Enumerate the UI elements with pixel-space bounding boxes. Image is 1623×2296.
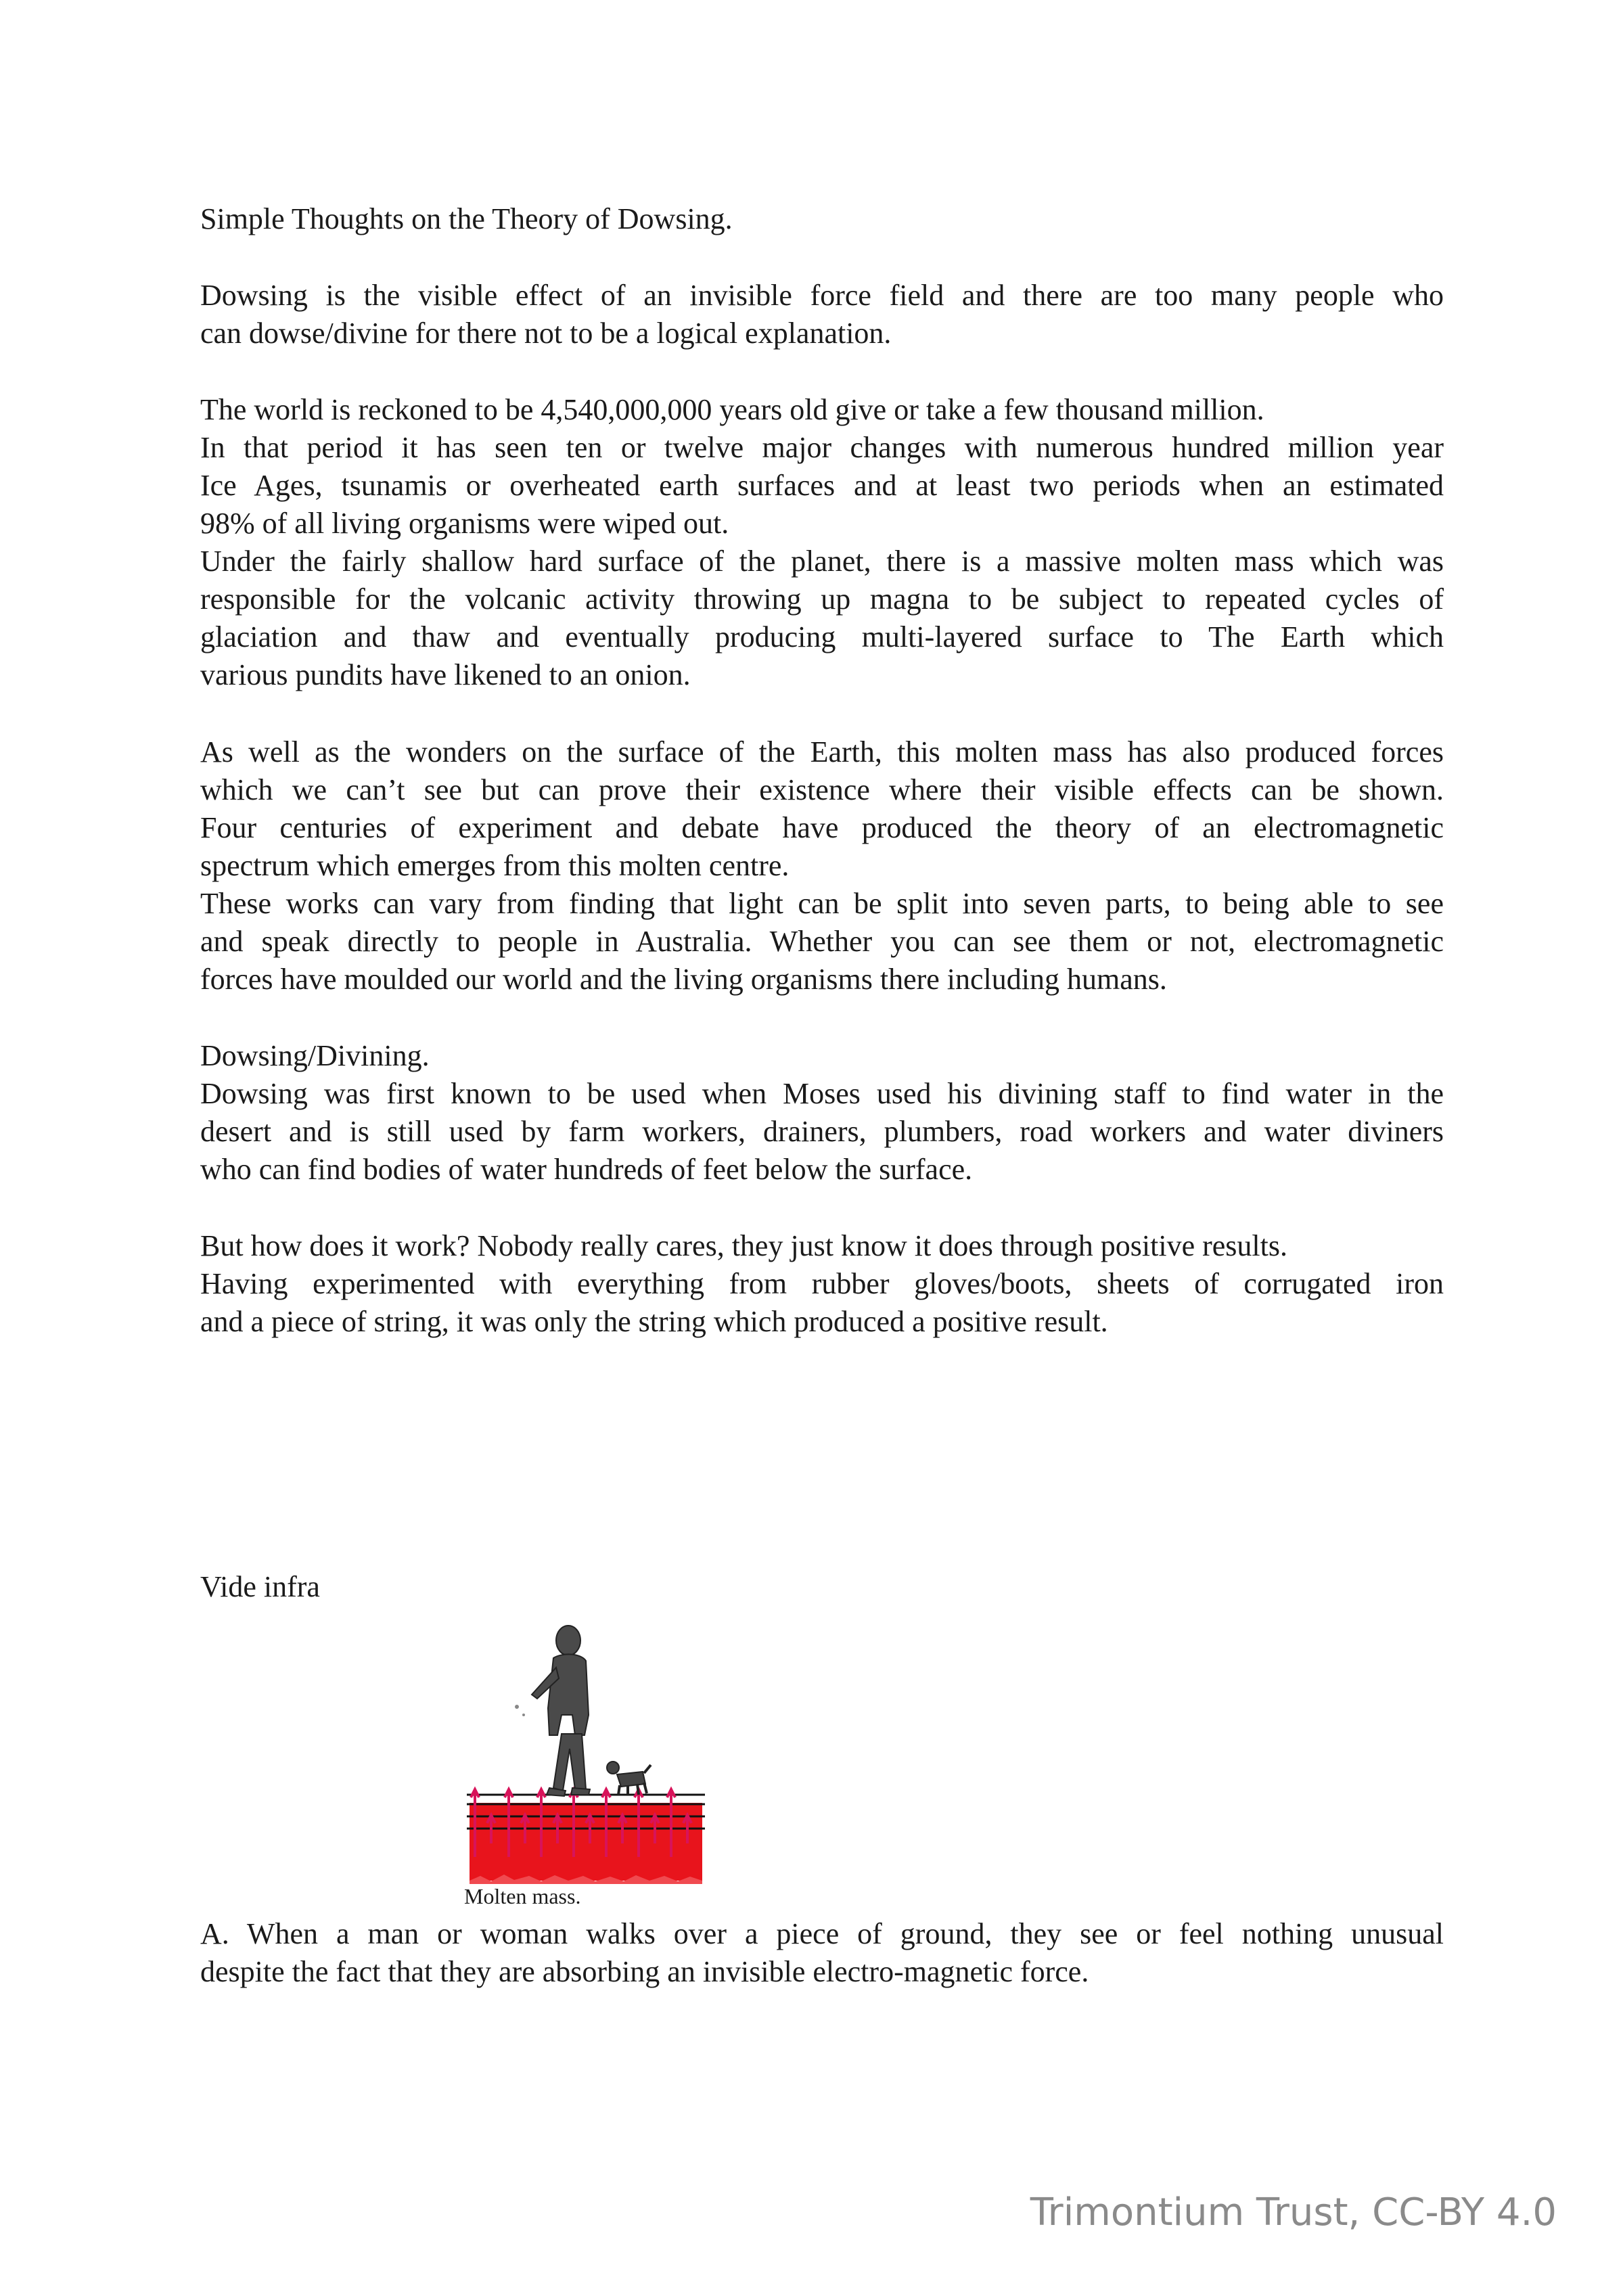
text-line: The world is reckoned to be 4,540,000,000 years old give or take a few thousand million.: [200, 393, 1264, 426]
text-line: Under the fairly shallow hard surface of the planet, there is a massive molten mass which was: [200, 545, 1444, 578]
text-line: responsible for the volcanic activity throwing up magna to be subject to repeated cycles of: [200, 582, 1444, 616]
text-line: Dowsing was first known to be used when Moses used his divining staff to find water in the: [200, 1077, 1444, 1110]
paragraph-dowsing-divining: [200, 1037, 1444, 1189]
text-line: Ice Ages, tsunamis or overheated earth surfaces and at least two periods when an estimated: [200, 469, 1444, 502]
vide-infra-label: Vide infra: [200, 1570, 320, 1603]
document-title: Simple Thoughts on the Theory of Dowsing.: [200, 202, 733, 235]
paragraph-figure-a: [200, 1915, 1444, 1991]
text-line: various pundits have likened to an onion.: [200, 658, 691, 691]
text-line: and speak directly to people in Australia. Whether you can see them or not, electromagnetic: [200, 925, 1444, 958]
text-line: As well as the wonders on the surface of the Earth, this molten mass has also produced forces: [200, 735, 1444, 768]
paragraph-intro: [200, 277, 1444, 352]
molten-mass: [470, 1803, 702, 1881]
text-line: 98% of all living organisms were wiped out.: [200, 507, 729, 540]
text-line: These works can vary from finding that light can be split into seven parts, to being able to see: [200, 887, 1444, 920]
text-line: forces have moulded our world and the living organisms there including humans.: [200, 963, 1167, 996]
text-line: Four centuries of experiment and debate have produced the theory of an electromagnetic: [200, 811, 1444, 844]
text-line: despite the fact that they are absorbing an invisible electro-magnetic force.: [200, 1955, 1089, 1988]
text-line: and a piece of string, it was only the string which produced a positive result.: [200, 1305, 1108, 1338]
text-line: which we can’t see but can prove their existence where their visible effects can be shown.: [200, 773, 1444, 806]
paragraph-electromagnetic: [200, 733, 1444, 998]
dog-icon: [607, 1762, 651, 1795]
dust-dots: [515, 1705, 525, 1716]
walking-person-icon: [532, 1626, 590, 1796]
dowsing-illustration: [467, 1613, 710, 1891]
paragraph-earth-history: [200, 391, 1444, 694]
text-line: desert and is still used by farm workers, drainers, plumbers, road workers and water diviners: [200, 1115, 1444, 1148]
text-line: can dowse/divine for there not to be a logical explanation.: [200, 317, 892, 350]
text-line: Having experimented with everything from rubber gloves/boots, sheets of corrugated iron: [200, 1267, 1444, 1300]
text-line: But how does it work? Nobody really cares, they just know it does through positive results.: [200, 1229, 1287, 1262]
text-line: who can find bodies of water hundreds of feet below the surface.: [200, 1153, 973, 1186]
figure-caption: Molten mass.: [464, 1884, 581, 1908]
license-footer: Trimontium Trust, CC-BY 4.0: [1030, 2190, 1557, 2234]
paragraph-how-it-works: [200, 1227, 1444, 1341]
section-heading: Dowsing/Divining.: [200, 1039, 430, 1072]
text-line: A. When a man or woman walks over a piece of ground, they see or feel nothing unusual: [200, 1917, 1444, 1950]
text-line: glaciation and thaw and eventually producing multi-layered surface to The Earth which: [200, 620, 1444, 653]
text-line: spectrum which emerges from this molten centre.: [200, 849, 790, 882]
text-line: Dowsing is the visible effect of an invisible force field and there are too many people who: [200, 279, 1444, 312]
text-line: In that period it has seen ten or twelve major changes with numerous hundred million year: [200, 431, 1444, 464]
